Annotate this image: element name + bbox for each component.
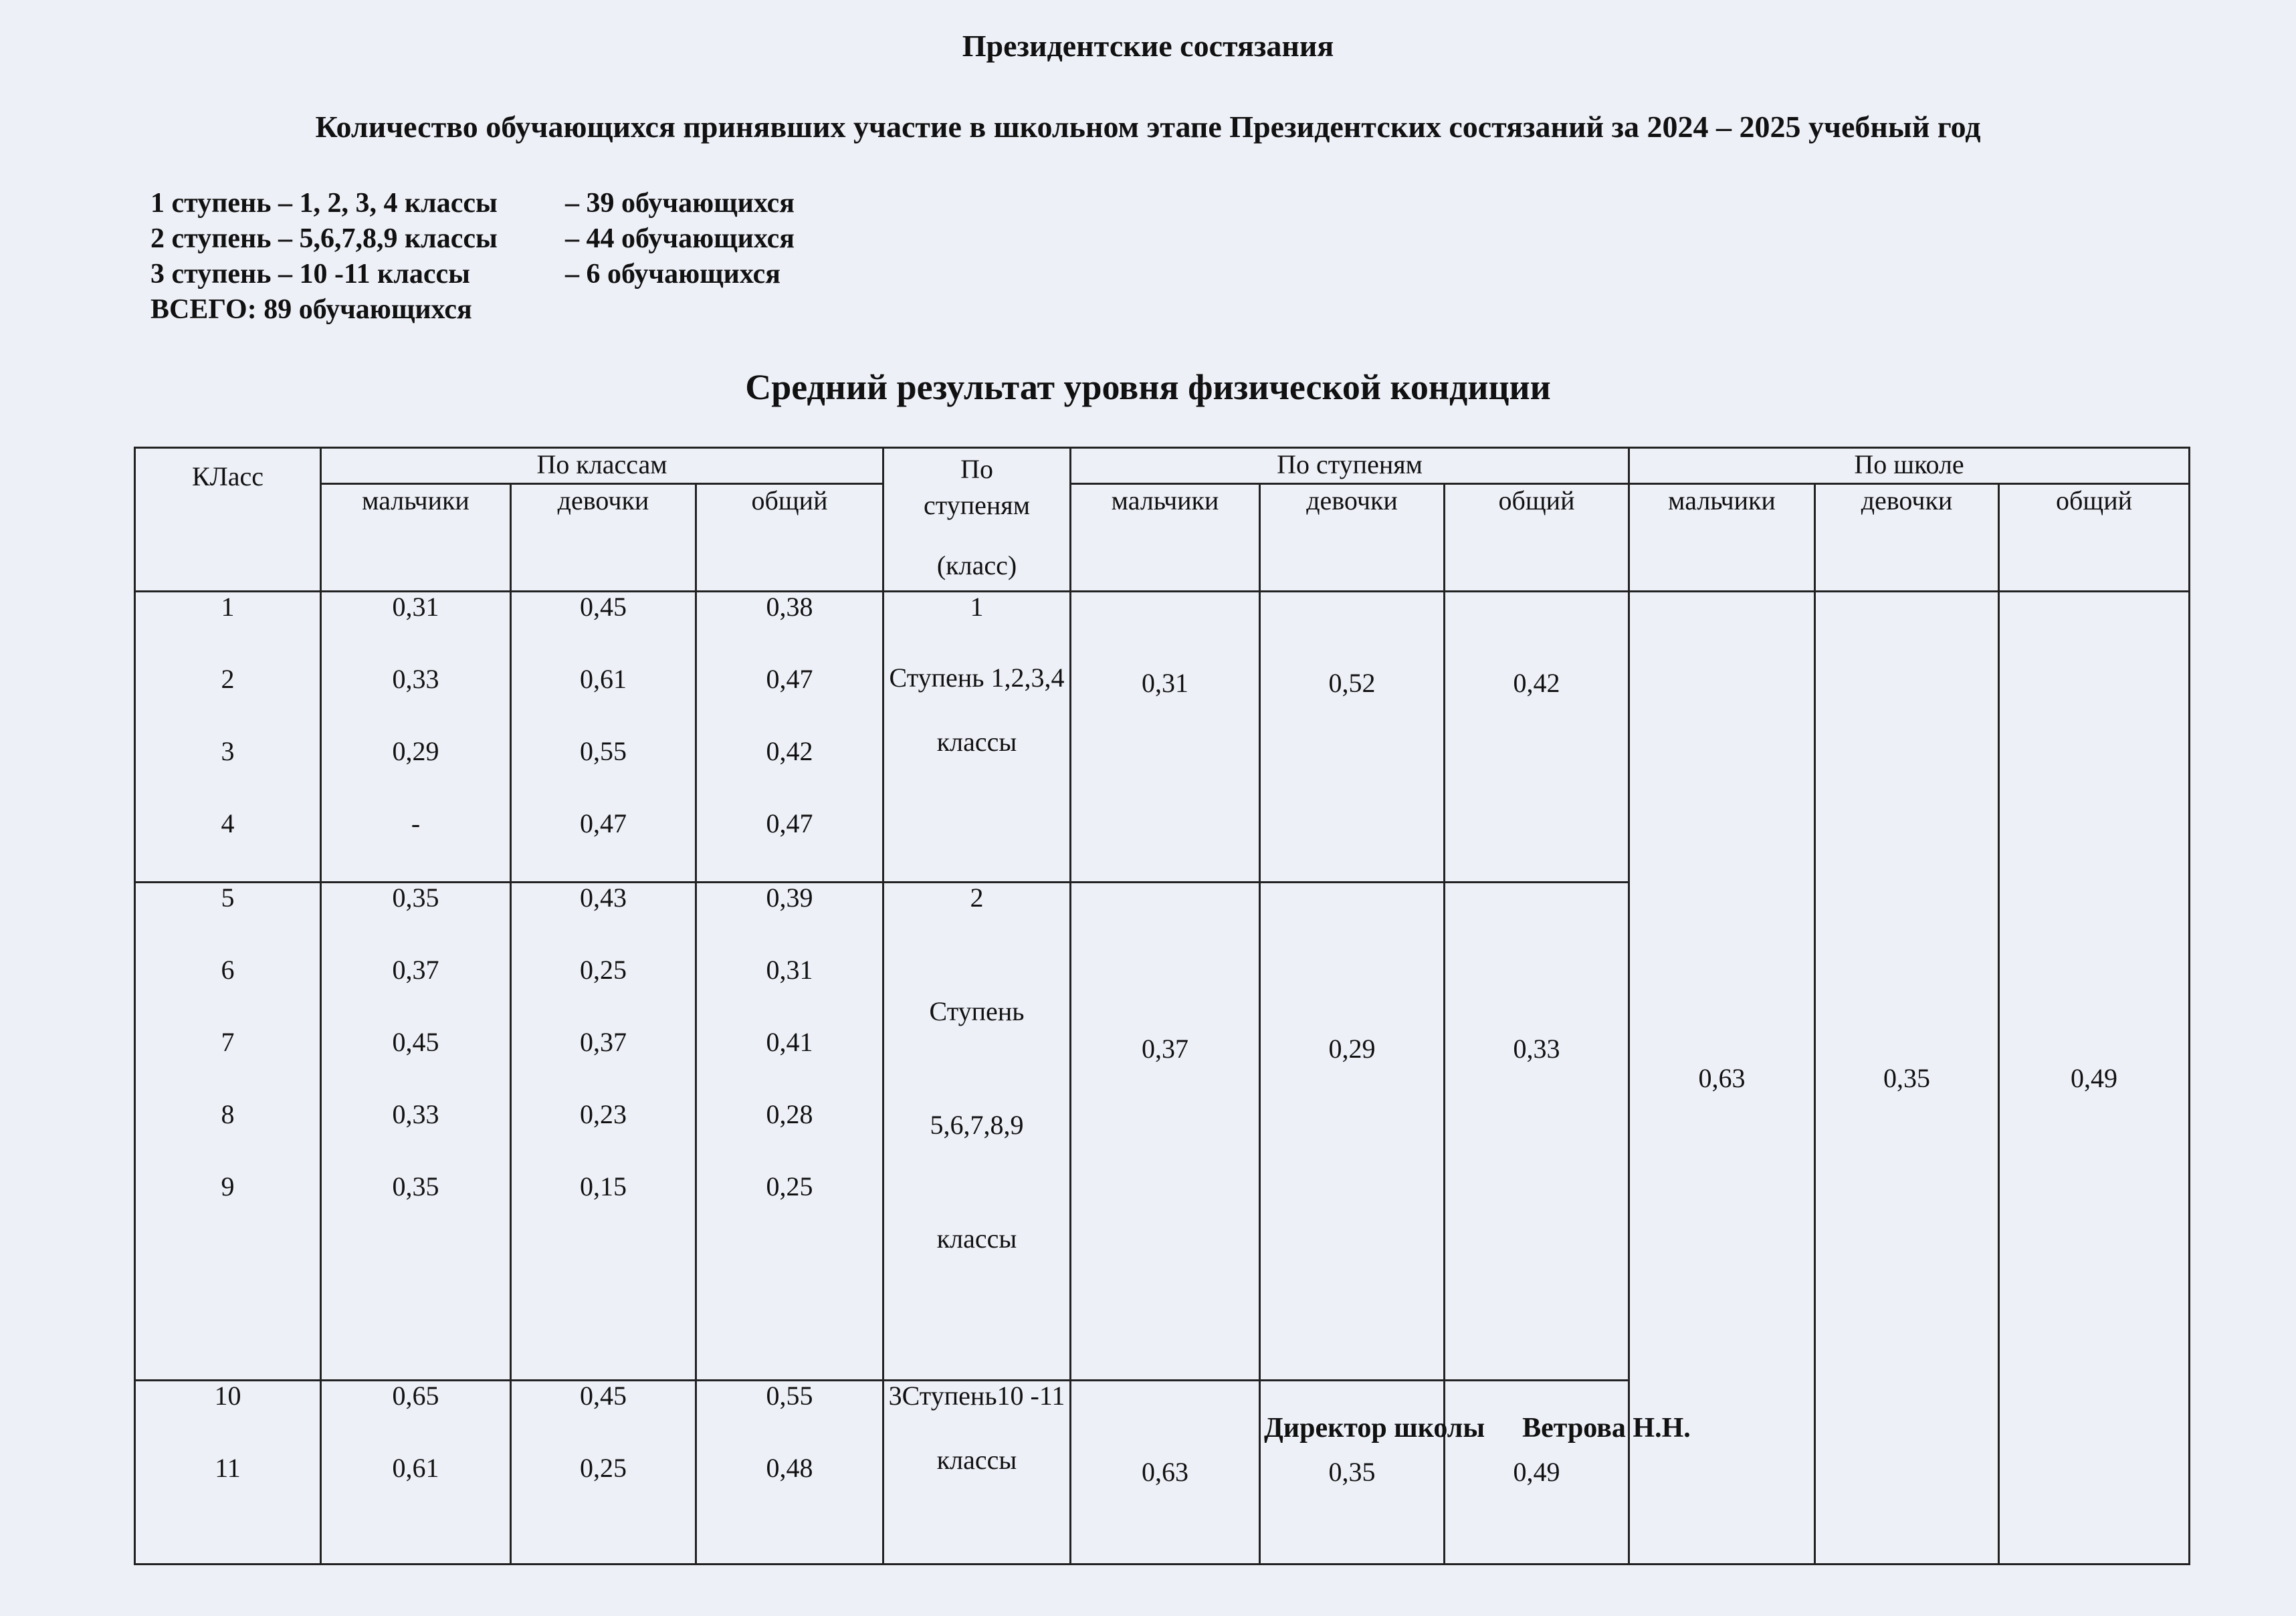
count-value: – 39 обучающихся <box>565 188 795 219</box>
table-title: Средний результат уровня физической кондиции <box>745 367 1551 407</box>
header-by-school: По школе <box>1629 448 2190 484</box>
table-row-group-1 <box>135 592 2190 883</box>
header-row-2 <box>135 484 2190 592</box>
girls-cells: 0,43 0,25 0,37 0,23 0,15 <box>511 883 696 1381</box>
stage-3-girls: 0,35 <box>1260 1381 1445 1565</box>
count-row-total <box>150 292 472 328</box>
stage-2-total: 0,33 <box>1445 883 1629 1381</box>
class-cells: 10 11 <box>135 1381 321 1565</box>
girls-cells: 0,45 0,61 0,55 0,47 <box>511 592 696 883</box>
school-girls: 0,35 <box>1815 592 1999 1565</box>
header-total: общий <box>1999 484 2190 592</box>
stage-3-total: 0,49 <box>1445 1381 1629 1565</box>
girls-cells: 0,45 0,25 <box>511 1381 696 1565</box>
stage-2-girls: 0,29 <box>1260 883 1445 1381</box>
header-girls: девочки <box>1260 484 1445 592</box>
boys-cells: 0,65 0,61 <box>321 1381 511 1565</box>
stage-label-3: 3Ступень10 -11 классы <box>883 1381 1071 1565</box>
results-table <box>134 447 2190 1565</box>
boys-cells: 0,31 0,33 0,29 - <box>321 592 511 883</box>
header-by-stage: По ступеням <box>1071 448 1629 484</box>
participant-counts <box>150 186 795 328</box>
count-row-stage-1 <box>150 186 795 221</box>
total-cells: 0,55 0,48 <box>696 1381 883 1565</box>
stage-1-girls: 0,52 <box>1260 592 1445 883</box>
document-title: Президентские состязания <box>962 29 1334 63</box>
stage-2-boys: 0,37 <box>1071 883 1260 1381</box>
count-value: – 6 обучающихся <box>565 259 780 290</box>
signature-line <box>1264 1412 1691 1444</box>
header-girls: девочки <box>511 484 696 592</box>
stage-3-boys: 0,63 <box>1071 1381 1260 1565</box>
boys-cells: 0,35 0,37 0,45 0,33 0,35 <box>321 883 511 1381</box>
header-class: КЛасс <box>135 448 321 592</box>
total-count: ВСЕГО: 89 обучающихся <box>150 294 472 325</box>
header-boys: мальчики <box>1071 484 1260 592</box>
class-cells: 5 6 7 8 9 <box>135 883 321 1381</box>
header-by-class: По классам <box>321 448 883 484</box>
count-row-stage-2 <box>150 221 795 257</box>
count-value: – 44 обучающихся <box>565 223 795 254</box>
count-label: 1 ступень – 1, 2, 3, 4 классы <box>150 188 498 219</box>
header-boys: мальчики <box>321 484 511 592</box>
class-cells: 1 2 3 4 <box>135 592 321 883</box>
header-girls: девочки <box>1815 484 1999 592</box>
header-row-1 <box>135 448 2190 484</box>
header-total: общий <box>1445 484 1629 592</box>
signature-role: Директор школы <box>1264 1413 1485 1444</box>
header-by-stage-class: По ступеням (класс) <box>883 448 1071 592</box>
header-total: общий <box>696 484 883 592</box>
document-subtitle: Количество обучающихся принявших участие в школьном этапе Президентских состязаний за 2024 – 2025 учебный год <box>315 110 1981 144</box>
signature-name: Ветрова Н.Н. <box>1522 1413 1691 1444</box>
count-row-stage-3 <box>150 257 780 292</box>
count-label: 3 ступень – 10 -11 классы <box>150 259 470 290</box>
total-cells: 0,39 0,31 0,41 0,28 0,25 <box>696 883 883 1381</box>
stage-label-2: 2 Ступень 5,6,7,8,9 классы <box>883 883 1071 1381</box>
count-label: 2 ступень – 5,6,7,8,9 классы <box>150 223 498 254</box>
header-boys: мальчики <box>1629 484 1815 592</box>
stage-1-boys: 0,31 <box>1071 592 1260 883</box>
total-cells: 0,38 0,47 0,42 0,47 <box>696 592 883 883</box>
stage-1-total: 0,42 <box>1445 592 1629 883</box>
school-boys: 0,63 <box>1629 592 1815 1565</box>
school-total: 0,49 <box>1999 592 2190 1565</box>
stage-label-1: 1 Ступень 1,2,3,4 классы <box>883 592 1071 883</box>
